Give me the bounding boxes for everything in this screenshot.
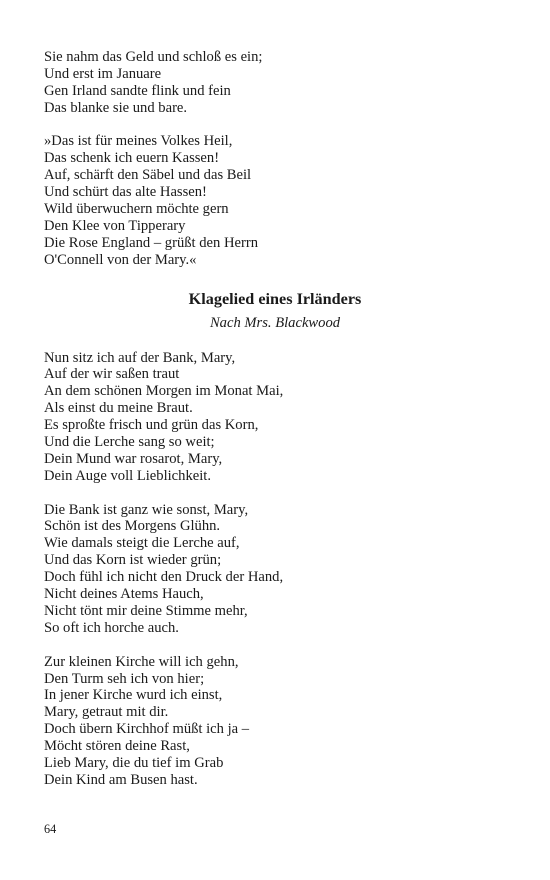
verse-line: Doch übern Kirchhof müßt ich ja – [44, 721, 250, 738]
verse-line: Das schenk ich euern Kassen! [44, 150, 220, 167]
verse-line: Auf der wir saßen traut [44, 366, 180, 383]
page-text [44, 49, 506, 789]
verse-line: Auf, schärft den Säbel und das Beil [44, 167, 252, 184]
verse-line: Wie damals steigt die Lerche auf, [44, 535, 240, 552]
verse-line: Nun sitz ich auf der Bank, Mary, [44, 349, 236, 366]
preceding-poem-stanza-1 [44, 49, 506, 117]
verse-line: Dein Kind am Busen hast. [44, 771, 198, 788]
verse-line: Gen Irland sandte flink und fein [44, 82, 231, 99]
verse-line: Und die Lerche sang so weit; [44, 434, 215, 451]
verse-line: Die Bank ist ganz wie sonst, Mary, [44, 501, 249, 518]
verse-line: Lieb Mary, die du tief im Grab [44, 754, 224, 771]
verse-line: Das blanke sie und bare. [44, 99, 188, 116]
verse-line: Und das Korn ist wieder grün; [44, 552, 222, 569]
poem-heading [44, 290, 506, 332]
verse-line: Es sproßte frisch und grün das Korn, [44, 417, 259, 434]
verse-line: Doch fühl ich nicht den Druck der Hand, [44, 569, 284, 586]
poem-title: Klagelied eines Irländers [188, 289, 362, 308]
verse-line: Den Turm seh ich von hier; [44, 670, 205, 687]
verse-line: Sie nahm das Geld und schloß es ein; [44, 49, 263, 65]
verse-line: Nicht deines Atems Hauch, [44, 586, 204, 603]
verse-line: Mary, getraut mit dir. [44, 704, 169, 721]
preceding-poem-stanza-2 [44, 133, 506, 268]
verse-line: Dein Mund war rosarot, Mary, [44, 450, 223, 467]
verse-line: Wild überwuchern möchte gern [44, 201, 229, 218]
verse-line: An dem schönen Morgen im Monat Mai, [44, 383, 284, 400]
verse-line: In jener Kirche wurd ich einst, [44, 687, 223, 704]
verse-line: »Das ist für meines Volkes Heil, [44, 133, 233, 150]
verse-line: Schön ist des Morgens Glühn. [44, 518, 221, 535]
poem-stanza-1 [44, 350, 506, 485]
page-number: 64 [44, 822, 57, 836]
verse-line: Möcht stören deine Rast, [44, 738, 190, 755]
poem-stanza-3 [44, 654, 506, 789]
verse-line: Und erst im Januare [44, 65, 162, 82]
poem-stanza-2 [44, 502, 506, 637]
verse-line: So oft ich horche auch. [44, 619, 179, 636]
verse-line: Und schürt das alte Hassen! [44, 184, 207, 201]
verse-line: Den Klee von Tipperary [44, 217, 186, 234]
poem-subtitle: Nach Mrs. Blackwood [209, 314, 341, 331]
verse-line: Dein Auge voll Lieblichkeit. [44, 467, 211, 484]
verse-line: Die Rose England – grüßt den Herrn [44, 234, 258, 251]
verse-line: Als einst du meine Braut. [44, 400, 193, 417]
verse-line: O'Connell von der Mary.« [44, 251, 197, 268]
verse-line: Nicht tönt mir deine Stimme mehr, [44, 602, 248, 619]
verse-line: Zur kleinen Kirche will ich gehn, [44, 653, 239, 670]
